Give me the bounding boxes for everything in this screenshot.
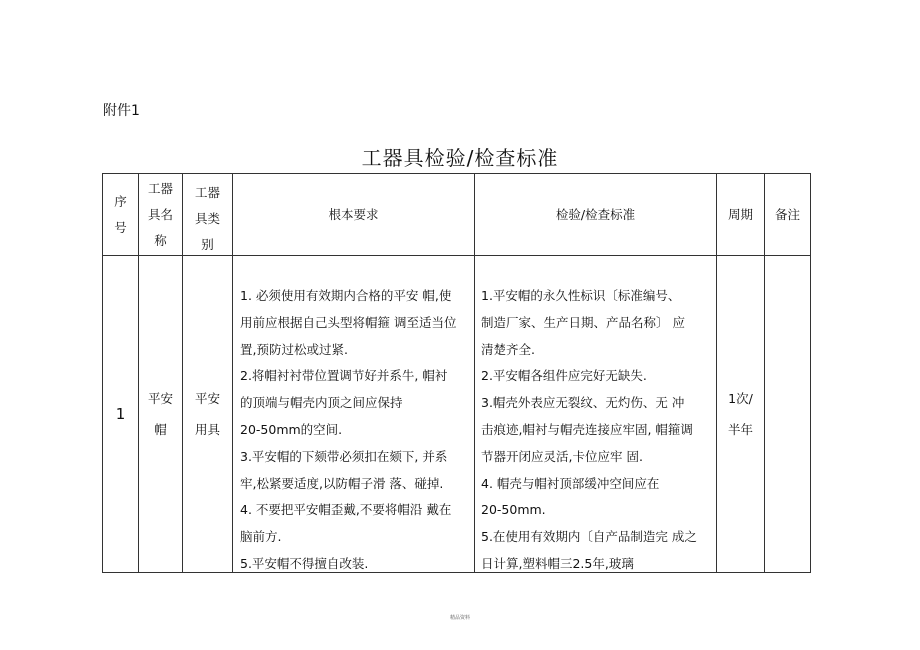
row-tool-type: 平安 用具: [194, 391, 220, 437]
text-line: 2.将帽衬衬带位置调节好并系牛, 帽衬: [240, 368, 448, 384]
text-line: 清楚齐全.: [481, 341, 535, 357]
row-period: 1次/ 半年: [727, 391, 753, 437]
text-line: 3.帽壳外表应无裂纹、无灼伤、无 冲: [481, 395, 685, 411]
text-line: 1.平安帽的永久性标识〔标准编号、: [481, 288, 681, 303]
text-line: 5.在使用有效期内〔自产品制造完 成之: [481, 529, 697, 545]
text-line: 20-50mm的空间.: [240, 421, 343, 437]
header-inspection-standard: 检验/检查标准: [555, 206, 636, 222]
text-line: 3.平安帽的下颏带必须扣在颏下, 并系: [240, 448, 448, 464]
header-tool-name: 工器 具名 称: [147, 180, 173, 248]
text-line: 节器开闭应灵活,卡位应牢 固.: [481, 448, 643, 464]
row-basic-requirements: [240, 283, 472, 572]
text-line: 击痕迹,帽衬与帽壳连接应牢固, 帽箍调: [481, 421, 693, 437]
row-inspection-standard: [481, 283, 714, 572]
text-line: 1. 必须使用有效期内合格的平安 帽,使: [240, 288, 452, 303]
header-remarks: 备注: [774, 206, 800, 222]
header-no: 序 号: [114, 193, 127, 235]
row-remarks: [765, 256, 810, 572]
page-title: 工器具检验/检查标准: [361, 146, 559, 170]
text-line: 20-50mm.: [481, 502, 546, 518]
header-basic-requirements: 根本要求: [328, 206, 379, 222]
col-divider: [810, 173, 811, 573]
text-line: 制造厂家、生产日期、产品名称〕 应: [481, 314, 685, 330]
text-line: 4. 帽壳与帽衬顶部缓冲空间应在: [481, 475, 660, 491]
text-line: 日计算,塑料帽三2.5年,玻璃: [481, 555, 634, 571]
table-border-bottom: [102, 572, 810, 573]
text-line: 脑前方.: [240, 529, 282, 545]
text-line: 2.平安帽各组件应完好无缺失.: [481, 368, 647, 384]
header-tool-type: 工器 具类 别: [194, 184, 220, 252]
footer-note: 精品资料: [449, 615, 470, 621]
text-line: 牢,松紧要适度,以防帽子滑 落、碰掉.: [240, 475, 444, 491]
text-line: 的顶端与帽壳内顶之间应保持: [240, 395, 403, 411]
text-line: 5.平安帽不得擅自改装.: [240, 555, 369, 571]
row-tool-name: 平安 帽: [147, 391, 173, 437]
row-no: 1: [115, 404, 126, 423]
text-line: 置,预防过松或过紧.: [240, 341, 348, 357]
text-line: 4. 不要把平安帽歪戴,不要将帽沿 戴在: [240, 502, 452, 518]
text-line: 用前应根据自己头型将帽箍 调至适当位: [240, 314, 457, 330]
header-period: 周期: [727, 206, 753, 222]
attachment-label: 附件1: [103, 103, 140, 119]
